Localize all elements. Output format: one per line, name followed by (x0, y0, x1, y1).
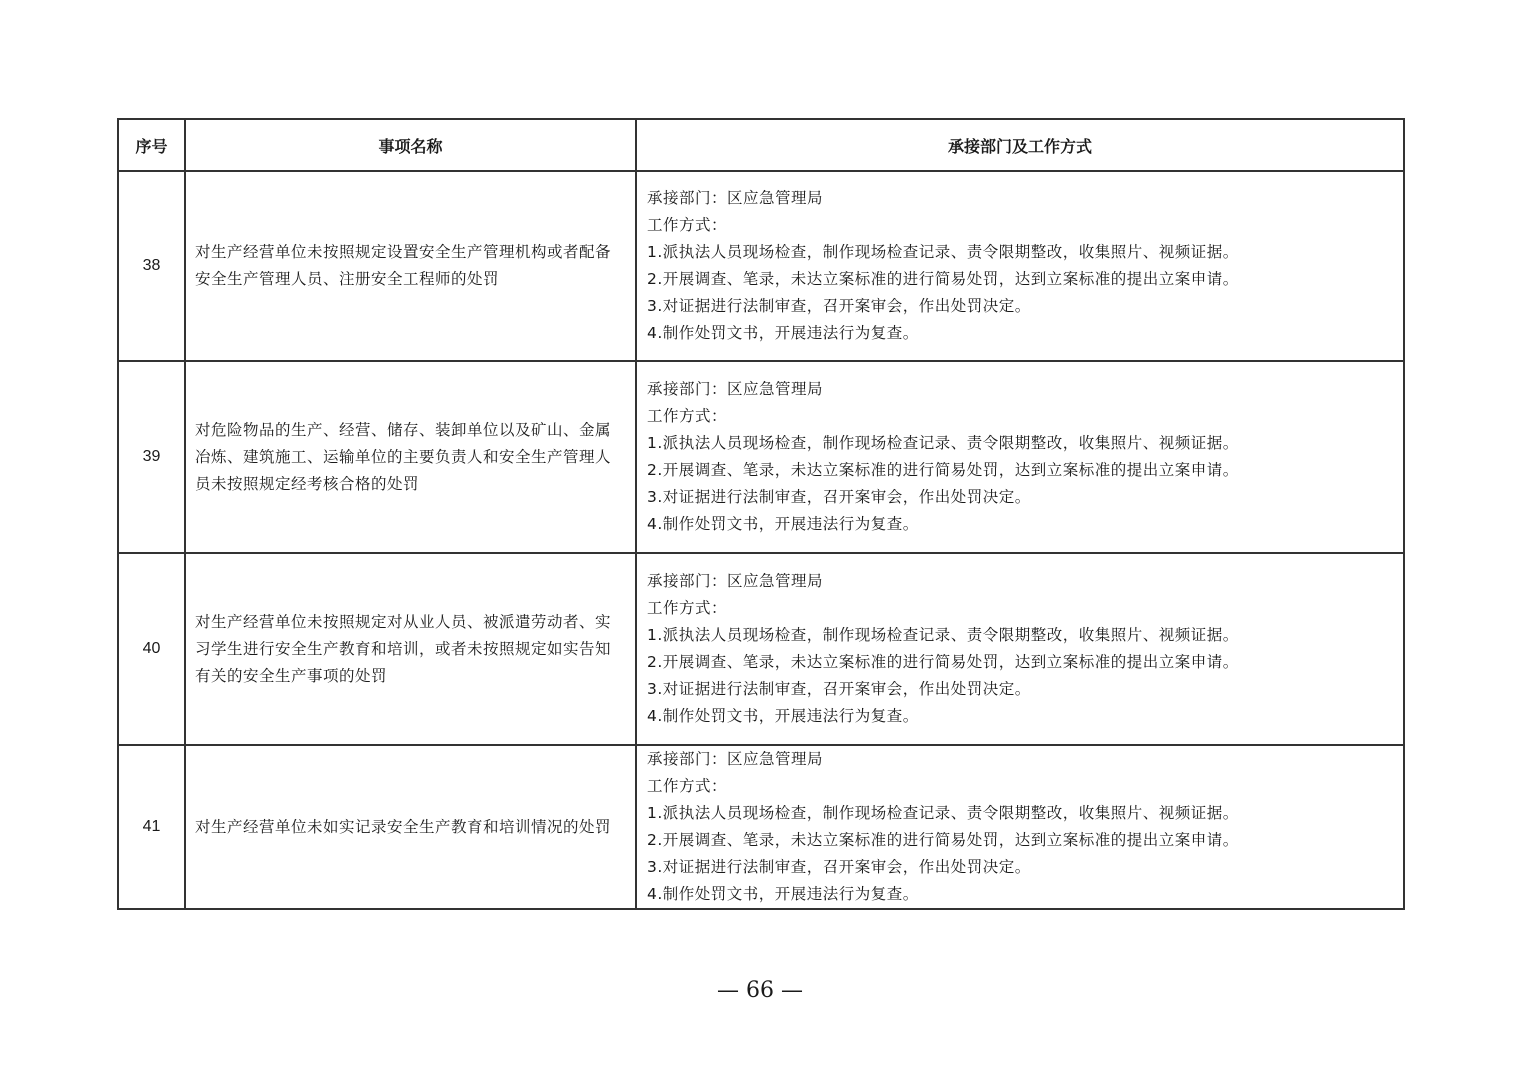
row-dept-method (636, 553, 1404, 745)
method-label: 工作方式： (647, 216, 728, 234)
row-seq: 40 (118, 553, 185, 745)
table-row (118, 361, 1404, 553)
step-2: 2.开展调查、笔录，未达立案标准的进行简易处罚，达到立案标准的提出立案申请。 (647, 270, 1239, 288)
row-dept-method (636, 745, 1404, 909)
table-row (118, 745, 1404, 909)
step-3: 3.对证据进行法制审查，召开案审会，作出处罚决定。 (647, 858, 1031, 876)
row-seq: 39 (118, 361, 185, 553)
table-row (118, 171, 1404, 361)
dept-line: 承接部门：区应急管理局 (647, 380, 824, 398)
step-2: 2.开展调查、笔录，未达立案标准的进行简易处罚，达到立案标准的提出立案申请。 (647, 461, 1239, 479)
table-row (118, 553, 1404, 745)
method-label: 工作方式： (647, 777, 728, 795)
step-4: 4.制作处罚文书，开展违法行为复查。 (647, 707, 919, 725)
header-item-name: 事项名称 (185, 119, 636, 171)
step-1: 1.派执法人员现场检查，制作现场检查记录、责令限期整改，收集照片、视频证据。 (647, 626, 1239, 644)
dept-line: 承接部门：区应急管理局 (647, 750, 824, 768)
row-item-name: 对生产经营单位未按照规定对从业人员、被派遣劳动者、实习学生进行安全生产教育和培训，或者未按照规定如实告知有关的安全生产事项的处罚 (185, 553, 636, 745)
method-label: 工作方式： (647, 407, 728, 425)
step-2: 2.开展调查、笔录，未达立案标准的进行简易处罚，达到立案标准的提出立案申请。 (647, 653, 1239, 671)
step-1: 1.派执法人员现场检查，制作现场检查记录、责令限期整改，收集照片、视频证据。 (647, 243, 1239, 261)
step-3: 3.对证据进行法制审查，召开案审会，作出处罚决定。 (647, 680, 1031, 698)
step-4: 4.制作处罚文书，开展违法行为复查。 (647, 515, 919, 533)
step-3: 3.对证据进行法制审查，召开案审会，作出处罚决定。 (647, 297, 1031, 315)
row-dept-method (636, 171, 1404, 361)
step-4: 4.制作处罚文书，开展违法行为复查。 (647, 885, 919, 903)
row-seq: 41 (118, 745, 185, 909)
row-item-name: 对生产经营单位未按照规定设置安全生产管理机构或者配备安全生产管理人员、注册安全工程师的处罚 (185, 171, 636, 361)
enforcement-table (117, 118, 1405, 910)
method-label: 工作方式： (647, 599, 728, 617)
row-dept-method (636, 361, 1404, 553)
step-3: 3.对证据进行法制审查，召开案审会，作出处罚决定。 (647, 488, 1031, 506)
row-seq: 38 (118, 171, 185, 361)
step-4: 4.制作处罚文书，开展违法行为复查。 (647, 324, 919, 342)
dept-line: 承接部门：区应急管理局 (647, 189, 824, 207)
header-seq: 序号 (118, 119, 185, 171)
page-number: — 66 — (717, 978, 803, 1003)
step-2: 2.开展调查、笔录，未达立案标准的进行简易处罚，达到立案标准的提出立案申请。 (647, 831, 1239, 849)
step-1: 1.派执法人员现场检查，制作现场检查记录、责令限期整改，收集照片、视频证据。 (647, 804, 1239, 822)
row-item-name: 对危险物品的生产、经营、储存、装卸单位以及矿山、金属冶炼、建筑施工、运输单位的主要负责人和安全生产管理人员未按照规定经考核合格的处罚 (185, 361, 636, 553)
row-item-name: 对生产经营单位未如实记录安全生产教育和培训情况的处罚 (185, 745, 636, 909)
dept-line: 承接部门：区应急管理局 (647, 572, 824, 590)
step-1: 1.派执法人员现场检查，制作现场检查记录、责令限期整改，收集照片、视频证据。 (647, 434, 1239, 452)
table-header-row (118, 119, 1404, 171)
header-dept-method: 承接部门及工作方式 (636, 119, 1404, 171)
